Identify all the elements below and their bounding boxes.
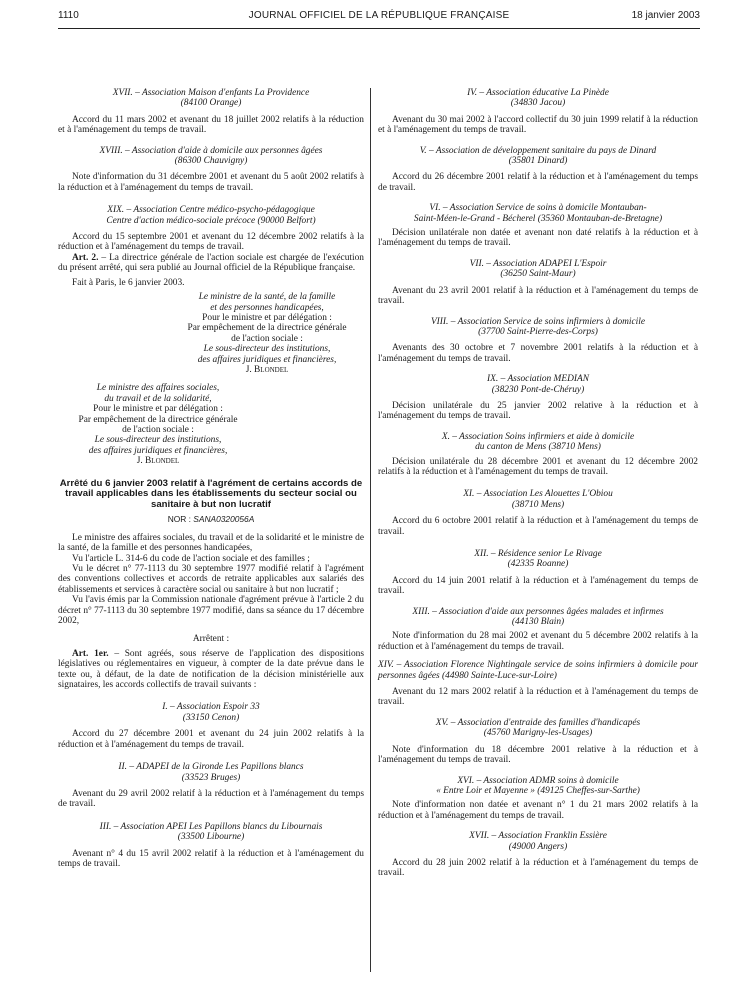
decree-title: Arrêté du 6 janvier 2003 relatif à l'agrément de certains accords de travail applicables dans les établissements du secteur social ou sanitaire à but non lucratif (59, 477, 363, 510)
signature-line: Par empêchement de la directrice générale (187, 323, 347, 334)
section-location: Saint-Méen-le-Grand - Bécherel (35360 Montauban-de-Bretagne) (413, 213, 663, 224)
signature-line: Pour le ministre et par délégation : (93, 404, 223, 415)
section-location: du canton de Mens (38710 Mens) (475, 442, 601, 453)
section-title: XVI. – Association ADMR soins à domicile (457, 775, 619, 786)
section-text: Accord du 6 octobre 2001 relatif à la réduction et à l'aménagement du temps de travail. (378, 516, 698, 537)
signature-line: de l'action sociale : (122, 424, 194, 435)
signature-line: Par empêchement de la directrice générale (78, 414, 238, 425)
preamble: Vu l'article L. 314-6 du code de l'action sociale et des familles ; (72, 553, 310, 564)
signature-line: Le sous-directeur des institutions, (94, 435, 222, 446)
section-text: Accord du 27 décembre 2001 et avenant du 24 juin 2002 relatifs à la réduction et à l'aménagement du temps de travail. (58, 729, 364, 750)
page-header (58, 10, 700, 24)
section-location: (36250 Saint-Maur) (500, 269, 576, 280)
section-text: Avenant du 12 mars 2002 relatif à la réduction et à l'aménagement du temps de travail. (378, 687, 698, 708)
section-title: XIX. – Association Centre médico-psycho-pédagogique (107, 205, 315, 216)
article-label: Art. 1er. (72, 648, 109, 659)
preamble: Le ministre des affaires sociales, du travail et de la solidarité et le ministre de la santé, de la famille et des personnes handicapées, (58, 532, 364, 554)
signature-block-2 (58, 383, 258, 466)
section-text: Accord du 15 septembre 2001 et avenant du 12 décembre 2002 relatifs à la réduction et à l'aménagement du temps de travail. (58, 232, 364, 253)
article-2 (58, 253, 364, 274)
section-text: Accord du 11 mars 2002 et avenant du 18 juillet 2002 relatifs à la réduction et à l'aménagement du temps de travail. (58, 114, 364, 136)
section-location: (33500 Libourne) (177, 832, 245, 843)
section-text: Décision unilatérale du 25 janvier 2002 relative à la réduction et à l'aménagement du temps de travail. (378, 400, 698, 422)
section-title: II. – ADAPEI de la Gironde Les Papillons blancs (118, 762, 304, 773)
section-location: (86300 Chauvigny) (174, 156, 248, 167)
section-text: Note d'information du 31 décembre 2001 et avenant du 5 août 2002 relatifs à la réduction et à l'aménagement du temps de travail. (58, 172, 364, 193)
section-location: (35801 Dinard) (508, 156, 568, 167)
signature-line: des affaires juridiques et financières, (88, 445, 228, 456)
section-location: (38230 Pont-de-Chéruy) (491, 384, 585, 395)
section-title: XI. – Association Les Alouettes L'Obiou (463, 489, 613, 500)
signature-line: et des personnes handicapées, (210, 302, 324, 313)
section-title: XVII. – Association Maison d'enfants La Providence (112, 88, 310, 98)
section-text: Note d'information du 28 mai 2002 et avenant du 5 décembre 2002 relatifs à la réduction et à l'aménagement du temps de travail. (378, 631, 698, 652)
preamble: Vu le décret n° 77-1113 du 30 septembre 1977 modifié relatif à l'agrément des conventions collectives et accords de retraite applicables aux salariés des établissements et services à caractère social ou sanitaire à but non lucratif ; (58, 564, 364, 595)
article-1 (58, 649, 364, 691)
article-label: Art. 2. (72, 252, 99, 263)
section-location: (44130 Blain) (511, 617, 565, 628)
section-title: X. – Association Soins infirmiers et aide à domicile (441, 431, 635, 442)
section-text: Note d'information du 18 décembre 2001 relative à la réduction et à l'aménagement du temps de travail. (378, 744, 698, 766)
section-title: XV. – Association d'entraide des familles d'handicapés (435, 717, 641, 728)
header-rule (58, 28, 700, 29)
signature-block-1 (170, 292, 364, 375)
section-text: Note d'information non datée et avenant n° 1 du 21 mars 2002 relatifs à la réduction et à l'aménagement du temps de travail. (378, 800, 698, 821)
section-title: V. – Association de développement sanitaire du pays de Dinard (419, 145, 657, 156)
signatory-name: J. Blondel (245, 364, 289, 375)
section-title: XVII. – Association Franklin Essière (469, 831, 607, 842)
article-text: – La directrice générale de l'action sociale est chargée de l'exécution du présent arrêté, qui sera publié au Journal officiel de la République française. (58, 252, 364, 274)
signature-line: du travail et de la solidarité, (104, 393, 212, 404)
signature-date: Fait à Paris, le 6 janvier 2003. (72, 277, 185, 288)
left-column (58, 88, 364, 869)
section-text: Avenant du 29 avril 2002 relatif à la réduction et à l'aménagement du temps de travail. (58, 788, 364, 810)
column-divider (370, 88, 371, 972)
signature-line: de l'action sociale : (231, 333, 303, 344)
section-title: I. – Association Espoir 33 (162, 702, 260, 713)
section-location: (34830 Jacou) (510, 98, 566, 109)
section-text: Avenant du 23 avril 2001 relatif à la réduction et à l'aménagement du temps de travail. (378, 285, 698, 307)
section-text: Accord du 28 juin 2002 relatif à la réduction et à l'aménagement du temps de travail. (378, 857, 698, 879)
section-location: (33150 Cenon) (182, 712, 240, 723)
section-title: IV. – Association éducative La Pinède (467, 88, 609, 98)
section-title: XII. – Résidence senior Le Rivage (474, 549, 602, 559)
section-title: VI. – Association Service de soins à domicile Montauban- (429, 203, 647, 214)
signature-line: Le ministre des affaires sociales, (96, 383, 220, 394)
signature-line: Le ministre de la santé, de la famille (198, 292, 336, 303)
section-location: (38710 Mens) (511, 499, 565, 510)
arretent: Arrêtent : (192, 634, 230, 645)
section-text: Avenant du 30 mai 2002 à l'accord collectif du 30 juin 1999 relatif à la réduction et à l'aménagement du temps de travail. (378, 114, 698, 136)
signature-line: Pour le ministre et par délégation : (202, 312, 332, 323)
section-text: Décision unilatérale du 28 décembre 2001 et avenant du 12 décembre 2002 relatifs à la réduction et à l'aménagement du temps de travail. (378, 456, 698, 477)
section-text: Accord du 14 juin 2001 relatif à la réduction et à l'aménagement du temps de travail. (378, 575, 698, 597)
page-number: 1110 (58, 10, 79, 21)
article-text: – Sont agréés, sous réserve de l'application des dispositions législatives ou réglementaires en vigueur, à compter de la date prévue dans le texte ou, à défaut, de la date de notification de la décision ministérielle aux signataires, les accords collectifs de travail suivants : (58, 648, 365, 691)
preamble: Vu l'avis émis par la Commission nationale d'agrément prévue à l'article 2 du décret n° 77-1113 du 30 septembre 1977 modifié, dans sa séance du 17 décembre 2002, (58, 595, 364, 627)
signatory-name: J. Blondel (136, 456, 180, 467)
section-title: XIV. – Association Florence Nightingale service de soins infirmiers à domicile pour personnes âgées (44980 Sainte-Luce-sur-Loire) (378, 660, 698, 681)
nor-label: NOR : (167, 514, 194, 525)
section-location: (42335 Roanne) (507, 559, 569, 570)
right-column (378, 88, 698, 879)
issue-date: 18 janvier 2003 (631, 10, 700, 21)
section-location: Centre d'action médico-sociale précoce (90000 Belfort) (106, 215, 316, 226)
section-title: XVIII. – Association d'aide à domicile aux personnes âgées (99, 145, 323, 156)
section-title: VII. – Association ADAPEI L'Espoir (469, 258, 607, 269)
section-title: VIII. – Association Service de soins infirmiers à domicile (430, 316, 646, 327)
nor-code: SANA0320056A (193, 514, 255, 525)
section-location: (37700 Saint-Pierre-des-Corps) (478, 326, 598, 337)
signature-line: Le sous-directeur des institutions, (203, 344, 331, 355)
section-text: Avenants des 30 octobre et 7 novembre 2001 relatifs à la réduction et à l'aménagement du temps de travail. (378, 343, 698, 364)
journal-title: JOURNAL OFFICIEL DE LA RÉPUBLIQUE FRANÇAISE (248, 10, 510, 21)
section-text: Accord du 26 décembre 2001 relatif à la réduction et à l'aménagement du temps de travail. (378, 172, 698, 193)
section-title: III. – Association APEI Les Papillons blancs du Libournais (99, 821, 323, 832)
section-text: Avenant n° 4 du 15 avril 2002 relatif à la réduction et à l'aménagement du temps de travail. (58, 848, 364, 869)
section-location: (84100 Orange) (180, 98, 242, 109)
section-location: (45760 Marigny-les-Usages) (483, 728, 593, 739)
section-title: XIII. – Association d'aide aux personnes âgées malades et infirmes (412, 606, 664, 617)
section-location: (49000 Angers) (508, 841, 568, 852)
section-title: IX. – Association MEDIAN (487, 374, 589, 385)
section-location: (33523 Bruges) (181, 772, 241, 783)
nor-reference (58, 514, 364, 524)
section-location: « Entre Loir et Mayenne » (49125 Cheffes-sur-Sarthe) (436, 785, 640, 796)
signature-line: des affaires juridiques et financières, (197, 354, 337, 365)
section-text: Décision unilatérale non datée et avenant non daté relatifs à la réduction et à l'aménagement du temps de travail. (378, 228, 698, 249)
